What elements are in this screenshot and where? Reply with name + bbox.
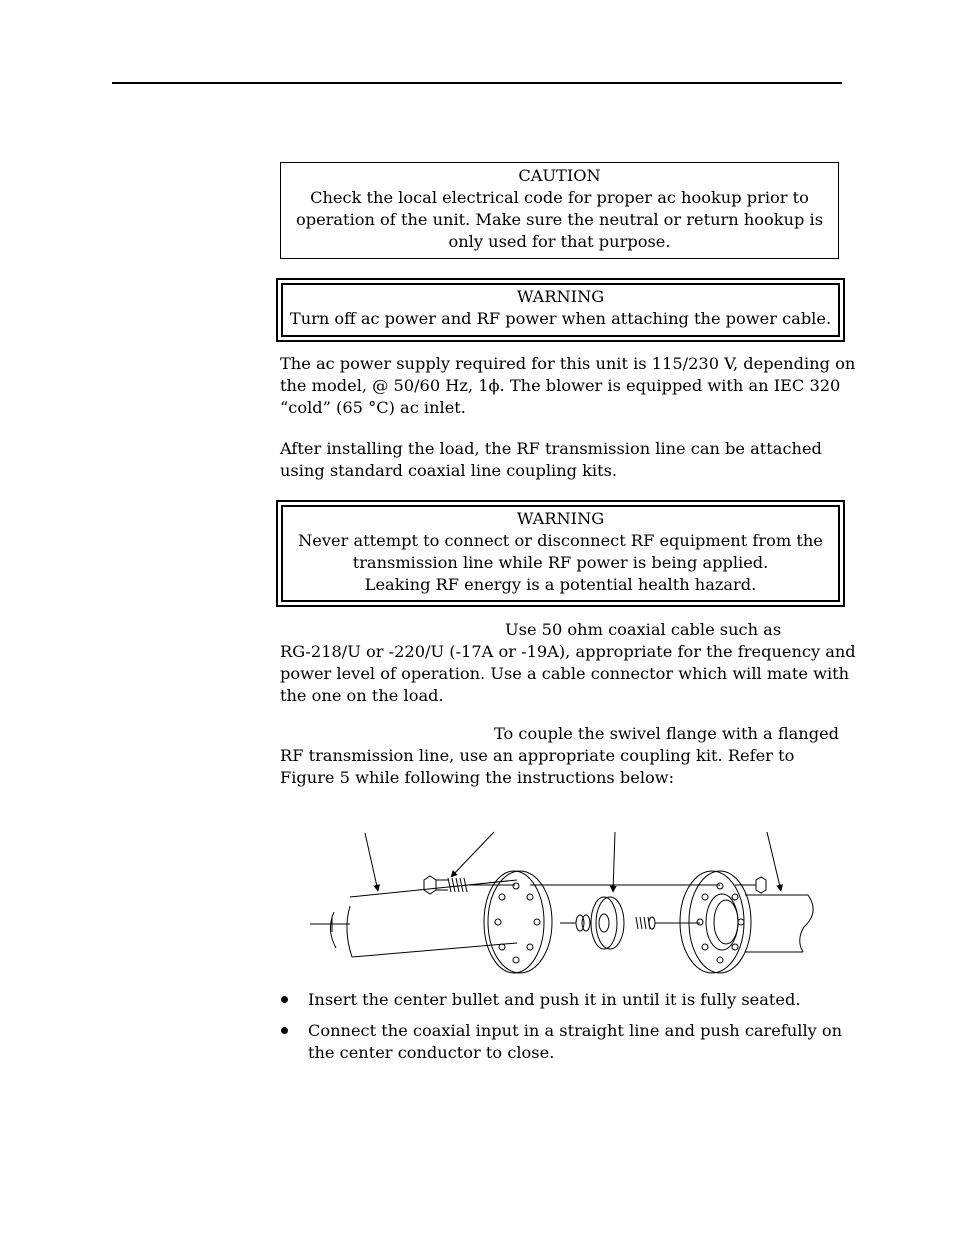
flange-bolt [424,876,515,894]
bullet-icon [281,996,288,1003]
warning-line-1: Never attempt to connect or disconnect RF equipment from the [298,531,823,550]
warning-box-inner [281,505,840,602]
leader-line-bolt [451,832,494,877]
leader-line-bullet [613,832,615,892]
left-flange [484,871,552,973]
center-bullet [560,897,700,949]
bullet-icon [281,1027,288,1034]
list-item [280,1020,842,1064]
list-item [280,989,842,1011]
paragraph-rf-line [280,438,842,482]
warning-box-inner [281,283,840,337]
right-transmission-line [745,895,813,952]
paragraph-swivel-flange [280,723,842,789]
coupling-kit-diagram [300,826,820,976]
warning-line-2: transmission line while RF power is being applied. [352,553,769,572]
caution-line-1: Check the local electrical code for proper ac hookup prior to [310,188,809,207]
header-rule [112,82,842,84]
text-line: power level of operation. Use a cable connector which will mate with [280,664,850,683]
paragraph-coaxial-cable [280,619,856,707]
warning-box-rf-energy [276,500,845,607]
text-line: the model, @ 50/60 Hz, 1ϕ. The blower is equipped with an IEC 320 [280,376,841,395]
caution-box [280,162,839,259]
text-line: After installing the load, the RF transmission line can be attached [280,439,822,458]
list-item-text: the center conductor to close. [308,1043,555,1062]
warning-heading: WARNING [516,509,605,528]
text-line: Use 50 ohm coaxial cable such as [505,620,782,639]
text-line: The ac power supply required for this unit is 115/230 V, depending on [280,354,856,373]
list-item-text: Connect the coaxial input in a straight line and push carefully on [308,1021,843,1040]
text-line: RF transmission line, use an appropriate coupling kit. Refer to [280,746,795,765]
text-line: using standard coaxial line coupling kits. [280,461,618,480]
caution-line-2: operation of the unit. Make sure the neutral or return hookup is [295,210,824,229]
leader-line-right-pipe [767,832,781,891]
warning-heading: WARNING [516,287,605,306]
list-item-text: Insert the center bullet and push it in until it is fully seated. [308,990,801,1009]
caution-line-3: only used for that purpose. [448,232,671,251]
text-line: the one on the load. [280,686,444,705]
flange-nut [735,877,766,893]
text-line: RG-218/U or -220/U (-17A or -19A), appropriate for the frequency and [280,642,856,661]
leader-line-left-pipe [365,833,378,891]
warning-line-3: Leaking RF energy is a potential health hazard. [364,575,757,594]
paragraph-power-supply [280,353,856,419]
text-line: To couple the swivel flange with a flanged [494,724,840,743]
text-line: “cold” (65 °C) ac inlet. [280,398,466,417]
right-flange [680,871,751,973]
warning-box-power-cable [276,278,845,342]
left-transmission-line [310,880,517,957]
instruction-list [280,989,842,1073]
caution-heading: CAUTION [518,166,601,185]
warning-line-1: Turn off ac power and RF power when attaching the power cable. [289,309,832,328]
text-line: Figure 5 while following the instructions below: [280,768,675,787]
